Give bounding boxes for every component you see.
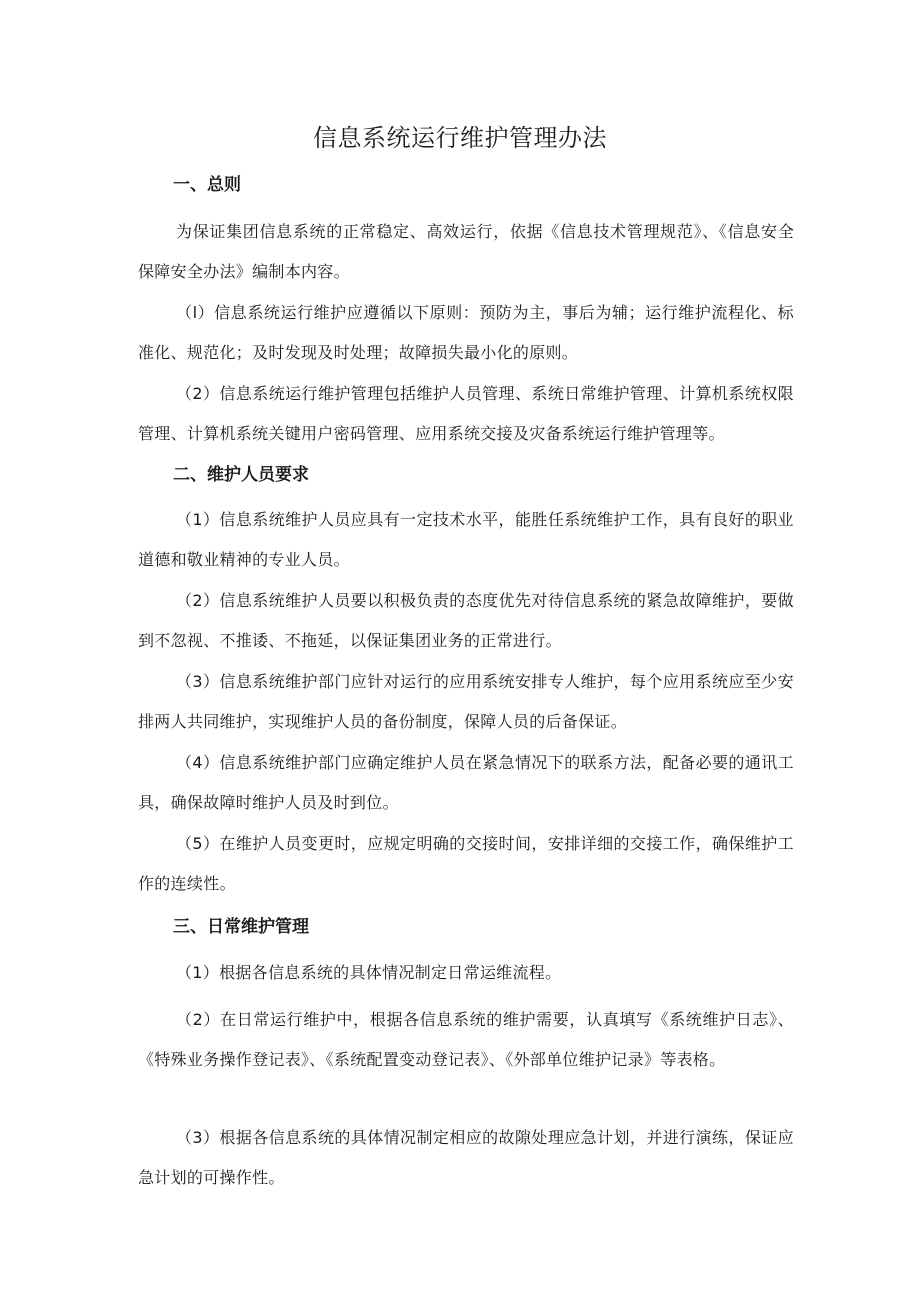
section-heading-daily-maintenance: 三、日常维护管理 <box>173 917 309 937</box>
paragraph: （3）根据各信息系统的具体情况制定相应的故隙处理应急计划，并进行演练，保证应急计划的可操作性。 <box>138 1128 794 1187</box>
document-title: 信息系统运行维护管理办法 <box>313 124 607 152</box>
paragraph: （2）信息系统运行维护管理包括维护人员管理、系统日常维护管理、计算机系统权限管理、计算机系统关键用户密码管理、应用系统交接及灾备系统运行维护管理等。 <box>138 384 794 443</box>
paragraph: （2）信息系统维护人员要以积极负责的态度优先对待信息系统的紧急故障维护，要做到不忽视、不推诿、不拖延，以保证集团业务的正常进行。 <box>138 591 794 650</box>
paragraph: 为保证集团信息系统的正常稳定、高效运行，依据《信息技术管理规范》、《信息安全保障安全办法》编制本内容。 <box>138 222 794 281</box>
paragraph: （5）在维护人员变更时，应规定明确的交接时间，安排详细的交接工作，确保维护工作的连续性。 <box>138 834 794 893</box>
section-heading-staff-requirements: 二、维护人员要求 <box>173 465 309 485</box>
paragraph: （1）根据各信息系统的具体情况制定日常运维流程。 <box>176 963 562 982</box>
paragraph: （4）信息系统维护部门应确定维护人员在紧急情况下的联系方法，配备必要的通讯工具，确保故障时维护人员及时到位。 <box>138 753 794 812</box>
paragraph: （l）信息系统运行维护应遵循以下原则：预防为主，事后为辅；运行维护流程化、标准化、规范化；及时发现及时处理；故障损失最小化的原则。 <box>138 303 794 362</box>
paragraph: （1）信息系统维护人员应具有一定技术水平，能胜任系统维护工作，具有良好的职业道德和敬业精神的专业人员。 <box>138 510 794 569</box>
section-heading-general: 一、总则 <box>173 175 241 195</box>
paragraph: （3）信息系统维护部门应针对运行的应用系统安排专人维护，每个应用系统应至少安排两人共同维护，实现维护人员的备份制度，保障人员的后备保证。 <box>138 672 794 731</box>
paragraph: （2）在日常运行维护中，根据各信息系统的维护需要，认真填写《系统维护日志》、《特殊业务操作登记表》、《系统配置变动登记表》、《外部单位维护记录》等表格。 <box>138 1010 794 1069</box>
